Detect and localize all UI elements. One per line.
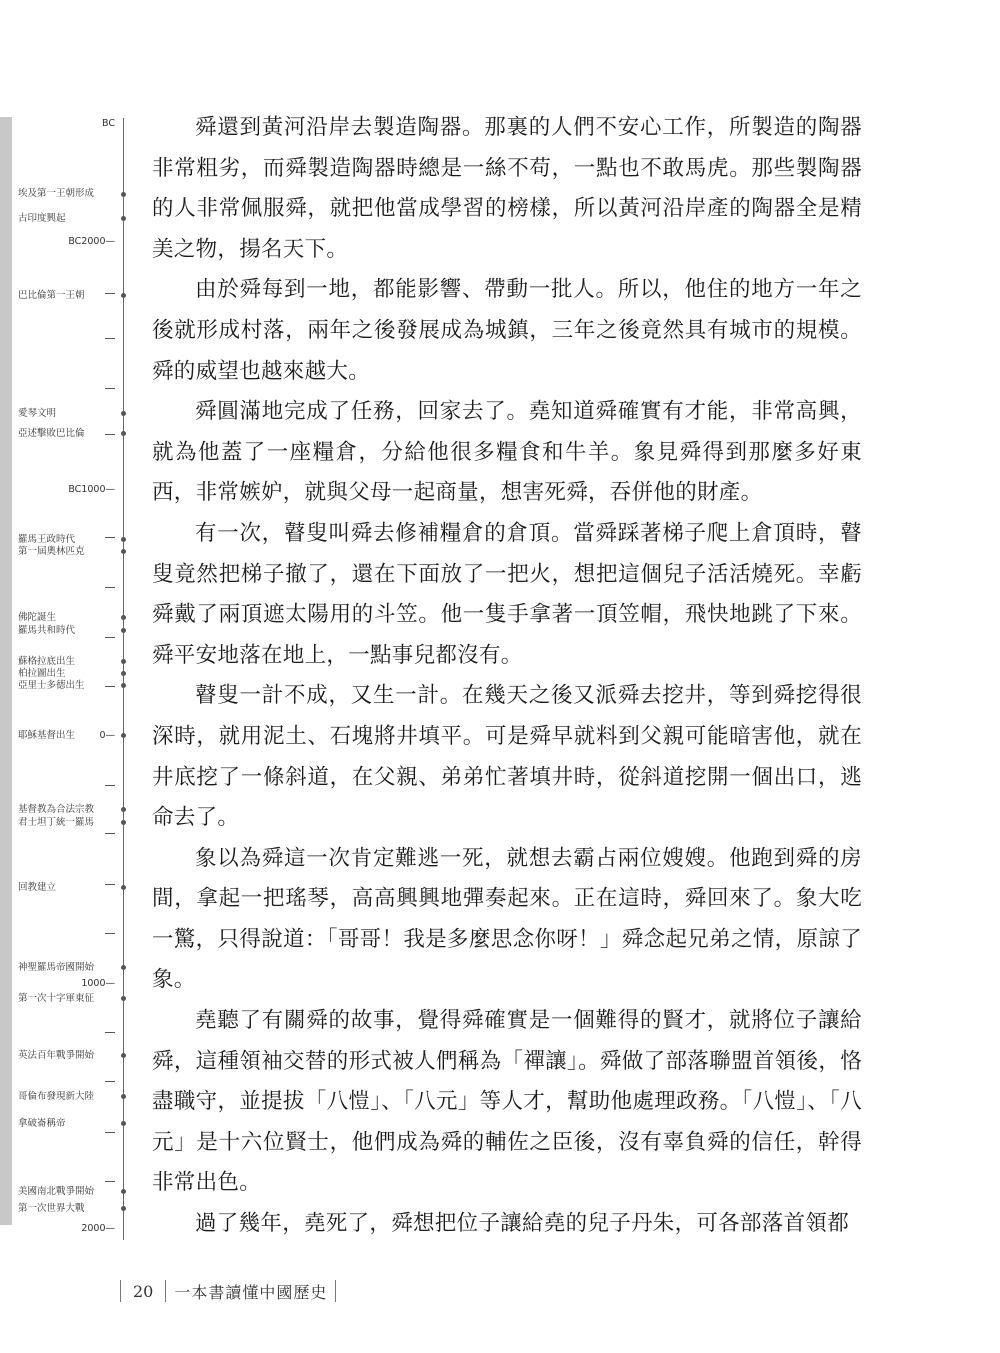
timeline-label: 羅馬共和時代 [18, 625, 76, 636]
timeline-dot [121, 733, 126, 738]
paragraph: 舜圓滿地完成了任務，回家去了。堯知道舜確實有才能，非常高興，就為他蓋了一座糧倉，分給他很多糧食和牛羊。象見舜得到那麼多好東西，非常嫉妒，就與父母一起商量，想害死舜，吞併他的財產。 [152, 399, 862, 506]
timeline-tick [105, 884, 115, 885]
timeline-label: 1000— [81, 978, 115, 989]
timeline-tick [105, 338, 115, 339]
timeline-dot [121, 293, 126, 298]
timeline-dot [121, 996, 126, 1001]
timeline-label: 羅馬王政時代 [18, 534, 76, 545]
timeline-dot [121, 1189, 126, 1194]
timeline-dot [121, 885, 126, 890]
timeline-label: BC1000— [68, 484, 115, 495]
timeline-label: BC [102, 118, 115, 129]
body-text [152, 108, 862, 1245]
paragraph: 過了幾年，堯死了，舜想把位子讓給堯的兒子丹朱，可各部落首領都 [195, 1211, 850, 1237]
timeline-tick [105, 1081, 115, 1082]
paragraph: 由於舜每到一地，都能影響、帶動一批人。所以，他住的地方一年之後就形成村落，兩年之後發展成為城鎮，三年之後竟然具有城市的規模。舜的威望也越來越大。 [152, 277, 862, 384]
page-footer [120, 1278, 336, 1304]
timeline-label: 0— [99, 730, 115, 741]
timeline-label: 耶穌基督出生 [18, 730, 76, 741]
timeline-tick [105, 785, 115, 786]
footer-divider [335, 1280, 336, 1302]
timeline-label: 亞述擊敗巴比倫 [18, 428, 85, 439]
timeline-dot [121, 807, 126, 812]
timeline-dot [121, 1121, 126, 1126]
timeline-tick [105, 434, 115, 435]
timeline-label: 古印度興起 [18, 213, 66, 224]
timeline-dot [121, 192, 126, 197]
timeline-dot [121, 965, 126, 970]
timeline-dot [121, 820, 126, 825]
timeline-dot [121, 659, 126, 664]
timeline-label: 哥倫布發現新大陸 [18, 1091, 95, 1102]
paragraph: 堯聽了有關舜的故事，覺得舜確實是一個難得的賢才，就將位子讓給舜，這種領袖交替的形式被人們稱為「禪讓」。舜做了部落聯盟首領後，恪盡職守，並提拔「八愷」、「八元」等人才，幫助他處理政務。「八愷」、「八元」是十六位賢士，他們成為舜的輔佐之臣後，沒有辜負舜的信任，幹得非常出色。 [152, 1008, 862, 1196]
timeline-label: 佛陀誕生 [18, 612, 57, 623]
timeline-dot [121, 671, 126, 676]
timeline-label: BC2000— [68, 236, 115, 247]
timeline-label: 愛琴文明 [18, 408, 57, 419]
timeline-axis [123, 118, 124, 1240]
timeline-tick [105, 833, 115, 834]
timeline-tick [105, 933, 115, 934]
timeline-dot [121, 628, 126, 633]
timeline-label: 拿破崙稱帝 [18, 1118, 66, 1129]
paragraph: 瞽叟一計不成，又生一計。在幾天之後又派舜去挖井，等到舜挖得很深時，就用泥土、石塊將井填平。可是舜早就料到父親可能暗害他，就在井底挖了一條斜道，在父親、弟弟忙著填井時，從斜道挖開一個出口，逃命去了。 [152, 683, 862, 831]
timeline-tick [105, 637, 115, 638]
timeline-label: 2000— [81, 1223, 115, 1234]
timeline-label: 第一次十字軍東征 [18, 993, 95, 1004]
timeline-label: 巴比倫第一王朝 [18, 290, 85, 301]
timeline-dot [121, 683, 126, 688]
timeline-tick [105, 1032, 115, 1033]
timeline-tick [105, 388, 115, 389]
paragraph: 舜還到黃河沿岸去製造陶器。那裏的人們不安心工作，所製造的陶器非常粗劣，而舜製造陶器時總是一絲不苟，一點也不敢馬虎。那些製陶器的人非常佩服舜，就把他當成學習的榜樣，所以黃河沿岸產的陶器全是精美之物，揚名天下。 [152, 115, 862, 262]
timeline-label: 埃及第一王朝形成 [18, 188, 95, 199]
margin-strip [0, 117, 12, 1225]
timeline-label: 回教建立 [18, 882, 57, 893]
timeline-tick [105, 1132, 115, 1133]
timeline-label: 美國南北戰爭開始 [18, 1186, 95, 1197]
timeline-tick [105, 537, 115, 538]
timeline-dot [121, 1206, 126, 1211]
timeline-tick [105, 587, 115, 588]
timeline-dot [121, 431, 126, 436]
timeline-tick [105, 686, 115, 687]
timeline-dot [121, 1053, 126, 1058]
timeline-label: 英法百年戰爭開始 [18, 1050, 95, 1061]
timeline-dot [121, 411, 126, 416]
timeline-dot [121, 549, 126, 554]
paragraph: 象以為舜這一次肯定難逃一死，就想去霸占兩位嫂嫂。他跑到舜的房間，拿起一把瑤琴，高高興興地彈奏起來。正在這時，舜回來了。象大吃一驚，只得說道：「哥哥！我是多麼思念你呀！」舜念起兄弟之情，原諒了象。 [152, 845, 862, 993]
book-title: 一本書讀懂中國歷史 [174, 1282, 328, 1302]
timeline-label: 第一屆奧林匹克 [18, 546, 85, 557]
timeline-label: 第一次世界大戰 [18, 1203, 85, 1214]
paragraph: 有一次，瞽叟叫舜去修補糧倉的倉頂。當舜踩著梯子爬上倉頂時，瞽叟竟然把梯子撤了，還在下面放了一把火，想把這個兒子活活燒死。幸虧舜戴了兩頂遮太陽用的斗笠。他一隻手拿著一頂笠帽，飛快地跳了下來。舜平安地落在地上，一點事兒都沒有。 [152, 520, 862, 668]
timeline-tick [105, 1181, 115, 1182]
timeline-tick [105, 293, 115, 294]
timeline-dot [121, 537, 126, 542]
timeline-dot [121, 615, 126, 620]
timeline-label: 亞里士多德出生 [18, 680, 85, 691]
timeline-label: 君士坦丁統一羅馬 [18, 817, 95, 828]
timeline-dot [121, 216, 126, 221]
timeline-label: 神聖羅馬帝國開始 [18, 962, 95, 973]
page-number: 20 [133, 1281, 154, 1301]
timeline-label: 基督教為合法宗教 [18, 804, 95, 815]
timeline-dot [121, 1094, 126, 1099]
timeline-label: 柏拉圖出生 [18, 668, 66, 679]
timeline-label: 蘇格拉底出生 [18, 656, 76, 667]
